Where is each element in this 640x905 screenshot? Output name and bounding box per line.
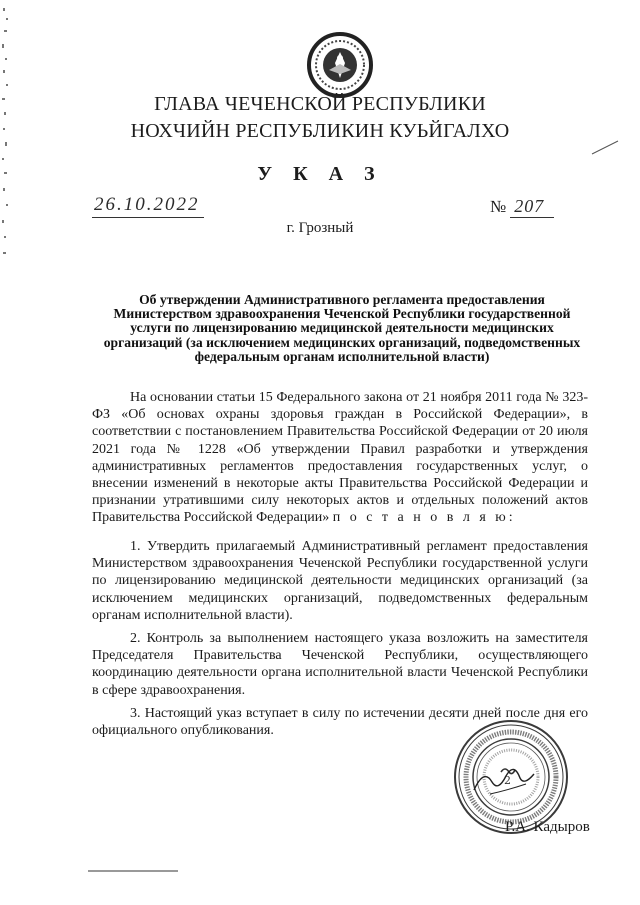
document-title: Об утверждении Административного регламента предоставления Министерством здравоохранения Чеченской Республики государственной услуги по лицензированию медицинской деятельности медицинских организаций (за исключением медицинских организаций, подведомственных федеральным органам исполнительной власти) [103,292,581,364]
preamble-text: На основании статьи 15 Федерального закона от 21 ноября 2011 года № 323-ФЗ «Об основах охраны здоровья граждан в Российской Федерации», в соответствии с постановлением Правительства Российской Федерации от 20 июля 2021 года № 1228 «Об утверждении Правил разработки и утверждения административных регламентов предоставления государственных услуг, о внесении изменений в некоторые акты Правительства Российской Федерации и признании утратившими силу некоторых актов и отдельных положений актов Правительства Российской Федерации» [92,390,588,526]
number-label: № [490,197,507,216]
coat-of-arms-icon [305,30,375,100]
svg-text:2: 2 [504,774,511,787]
clause-3: 3. Настоящий указ вступает в силу по истечении десяти дней после дня его официального опубликования. [92,706,588,739]
issuer-title-chechen: НОХЧИЙН РЕСПУБЛИКИН КУЬЙГАЛХО [130,120,510,142]
preamble-paragraph [92,389,588,527]
signatory-name: Р.А. Кадыров [505,819,590,835]
scan-footer-artifact [88,869,178,874]
document-type: У К А З [257,163,383,185]
issuer-title: ГЛАВА ЧЕЧЕНСКОЙ РЕСПУБЛИКИ [154,93,486,115]
clause-1: 1. Утвердить прилагаемый Административный регламент предоставления Министерством здравоохранения Чеченской Республики государственной услуги по лицензированию медицинской деятельности медицинских организаций (за исключением медицинских организаций, подведомственных федеральным органам исполнительной власти). [92,539,588,623]
document-date: 26.10.2022 [92,194,204,218]
document-city: г. Грозный [286,220,354,236]
handwritten-signature [470,760,540,800]
clause-2: 2. Контроль за выполнением настоящего указа возложить на заместителя Председателя Правительства Чеченской Республики, осуществляющего координацию деятельности органа исполнительной власти Чеченской Республики в сфере здравоохранения. [92,631,588,698]
decree-verb: п о с т а н о в л я ю: [332,510,516,526]
pen-mark-icon [590,138,620,158]
number-value: 207 [510,196,554,218]
document-number [490,196,554,218]
